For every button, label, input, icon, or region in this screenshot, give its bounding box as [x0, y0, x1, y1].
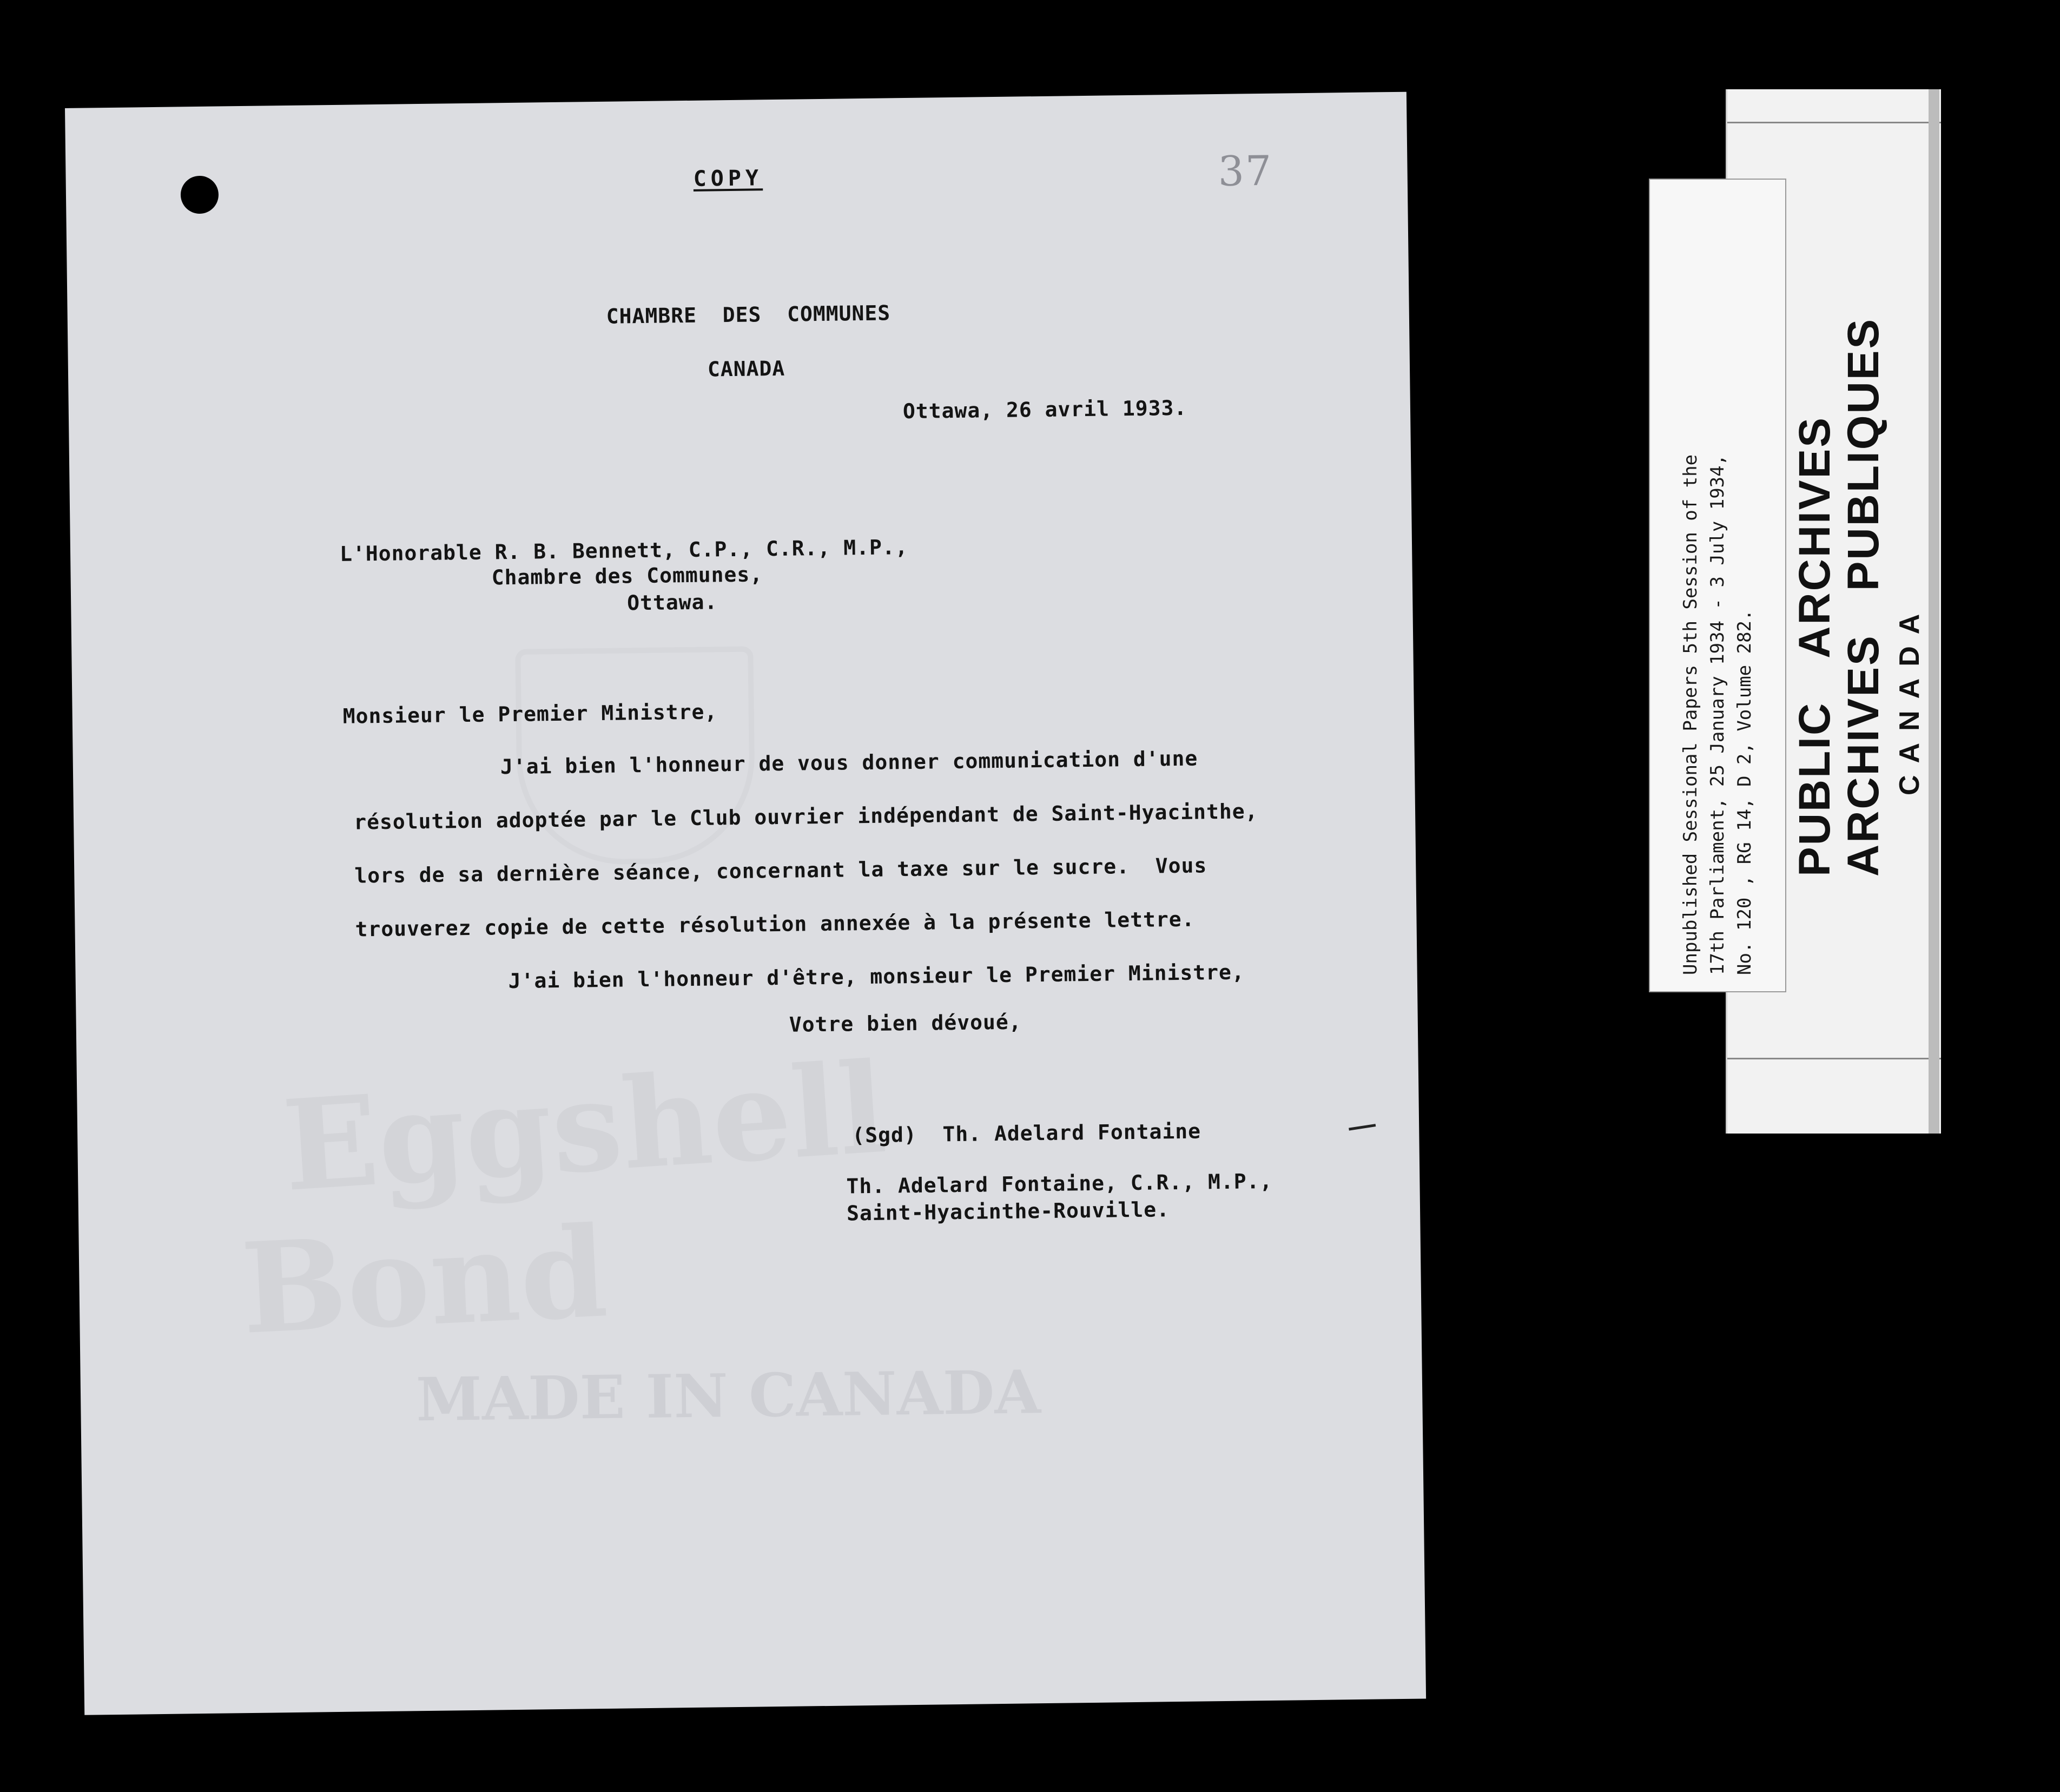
addressee-line-3: Ottawa. [626, 590, 718, 615]
body-line-3: lors de sa dernière séance, concernant la taxe sur le sucre. Vous [354, 853, 1207, 888]
addressee-line-2: Chambre des Communes, [491, 562, 763, 590]
watermark-made-in: MADE IN CANADA [415, 1357, 1041, 1435]
document-page [65, 92, 1426, 1715]
punch-hole [181, 176, 219, 214]
archives-stamp-english [1791, 318, 1839, 877]
stamp-public: PUBLIC [1790, 701, 1839, 877]
body-line-1: J'ai bien l'honneur de vous donner communication d'une [500, 746, 1198, 779]
body-line-4: trouverez copie de cette résolution annexée à la présente lettre. [355, 907, 1195, 941]
signature-name: Th. Adelard Fontaine, C.R., M.P., [846, 1169, 1273, 1198]
stray-ink-mark [1349, 1124, 1376, 1131]
letterhead-country: CANADA [707, 356, 785, 381]
closing-line-1: J'ai bien l'honneur d'être, monsieur le Premier Ministre, [508, 960, 1245, 993]
stamp-archives-en: ARCHIVES [1790, 416, 1839, 658]
letter-date: Ottawa, 26 avril 1933. [902, 396, 1187, 424]
card-torn-line-top [1727, 122, 1941, 123]
archives-stamp [1791, 318, 1931, 877]
stamp-publiques: PUBLIQUES [1839, 317, 1888, 591]
watermark-signature-top: Eggshell [279, 1035, 890, 1220]
closing-line-2: Votre bien dévoué, [789, 1010, 1022, 1037]
copy-mark: COPY [693, 166, 763, 192]
archives-stamp-french [1839, 318, 1888, 877]
reference-line-1: Unpublished Sessional Papers 5th Session of the [1680, 454, 1701, 975]
card-torn-line-bottom [1727, 1058, 1941, 1059]
reference-slip [1649, 179, 1786, 992]
reference-line-2: 17th Parliament, 25 January 1934 - 3 July 1934, [1707, 454, 1728, 975]
stamp-archives-fr: ARCHIVES [1839, 634, 1888, 877]
salutation: Monsieur le Premier Ministre, [342, 700, 718, 728]
signed-line: (Sgd) Th. Adelard Fontaine [852, 1119, 1201, 1148]
signature-riding: Saint-Hyacinthe-Rouville. [846, 1197, 1170, 1226]
addressee-line-1: L'Honorable R. B. Bennett, C.P., C.R., M.P., [339, 535, 908, 566]
body-line-2: résolution adoptée par le Club ouvrier indépendant de Saint-Hyacinthe, [353, 799, 1258, 834]
page-number: 37 [1218, 146, 1273, 195]
reference-slip-text [1677, 196, 1758, 975]
watermark-signature-bottom: Bond [238, 1199, 611, 1362]
archives-stamp-country: CANADA [1894, 602, 1925, 795]
letterhead-house: CHAMBRE DES COMMUNES [606, 301, 891, 328]
reference-line-3: No. 120 , RG 14, D 2, Volume 282. [1734, 609, 1755, 975]
